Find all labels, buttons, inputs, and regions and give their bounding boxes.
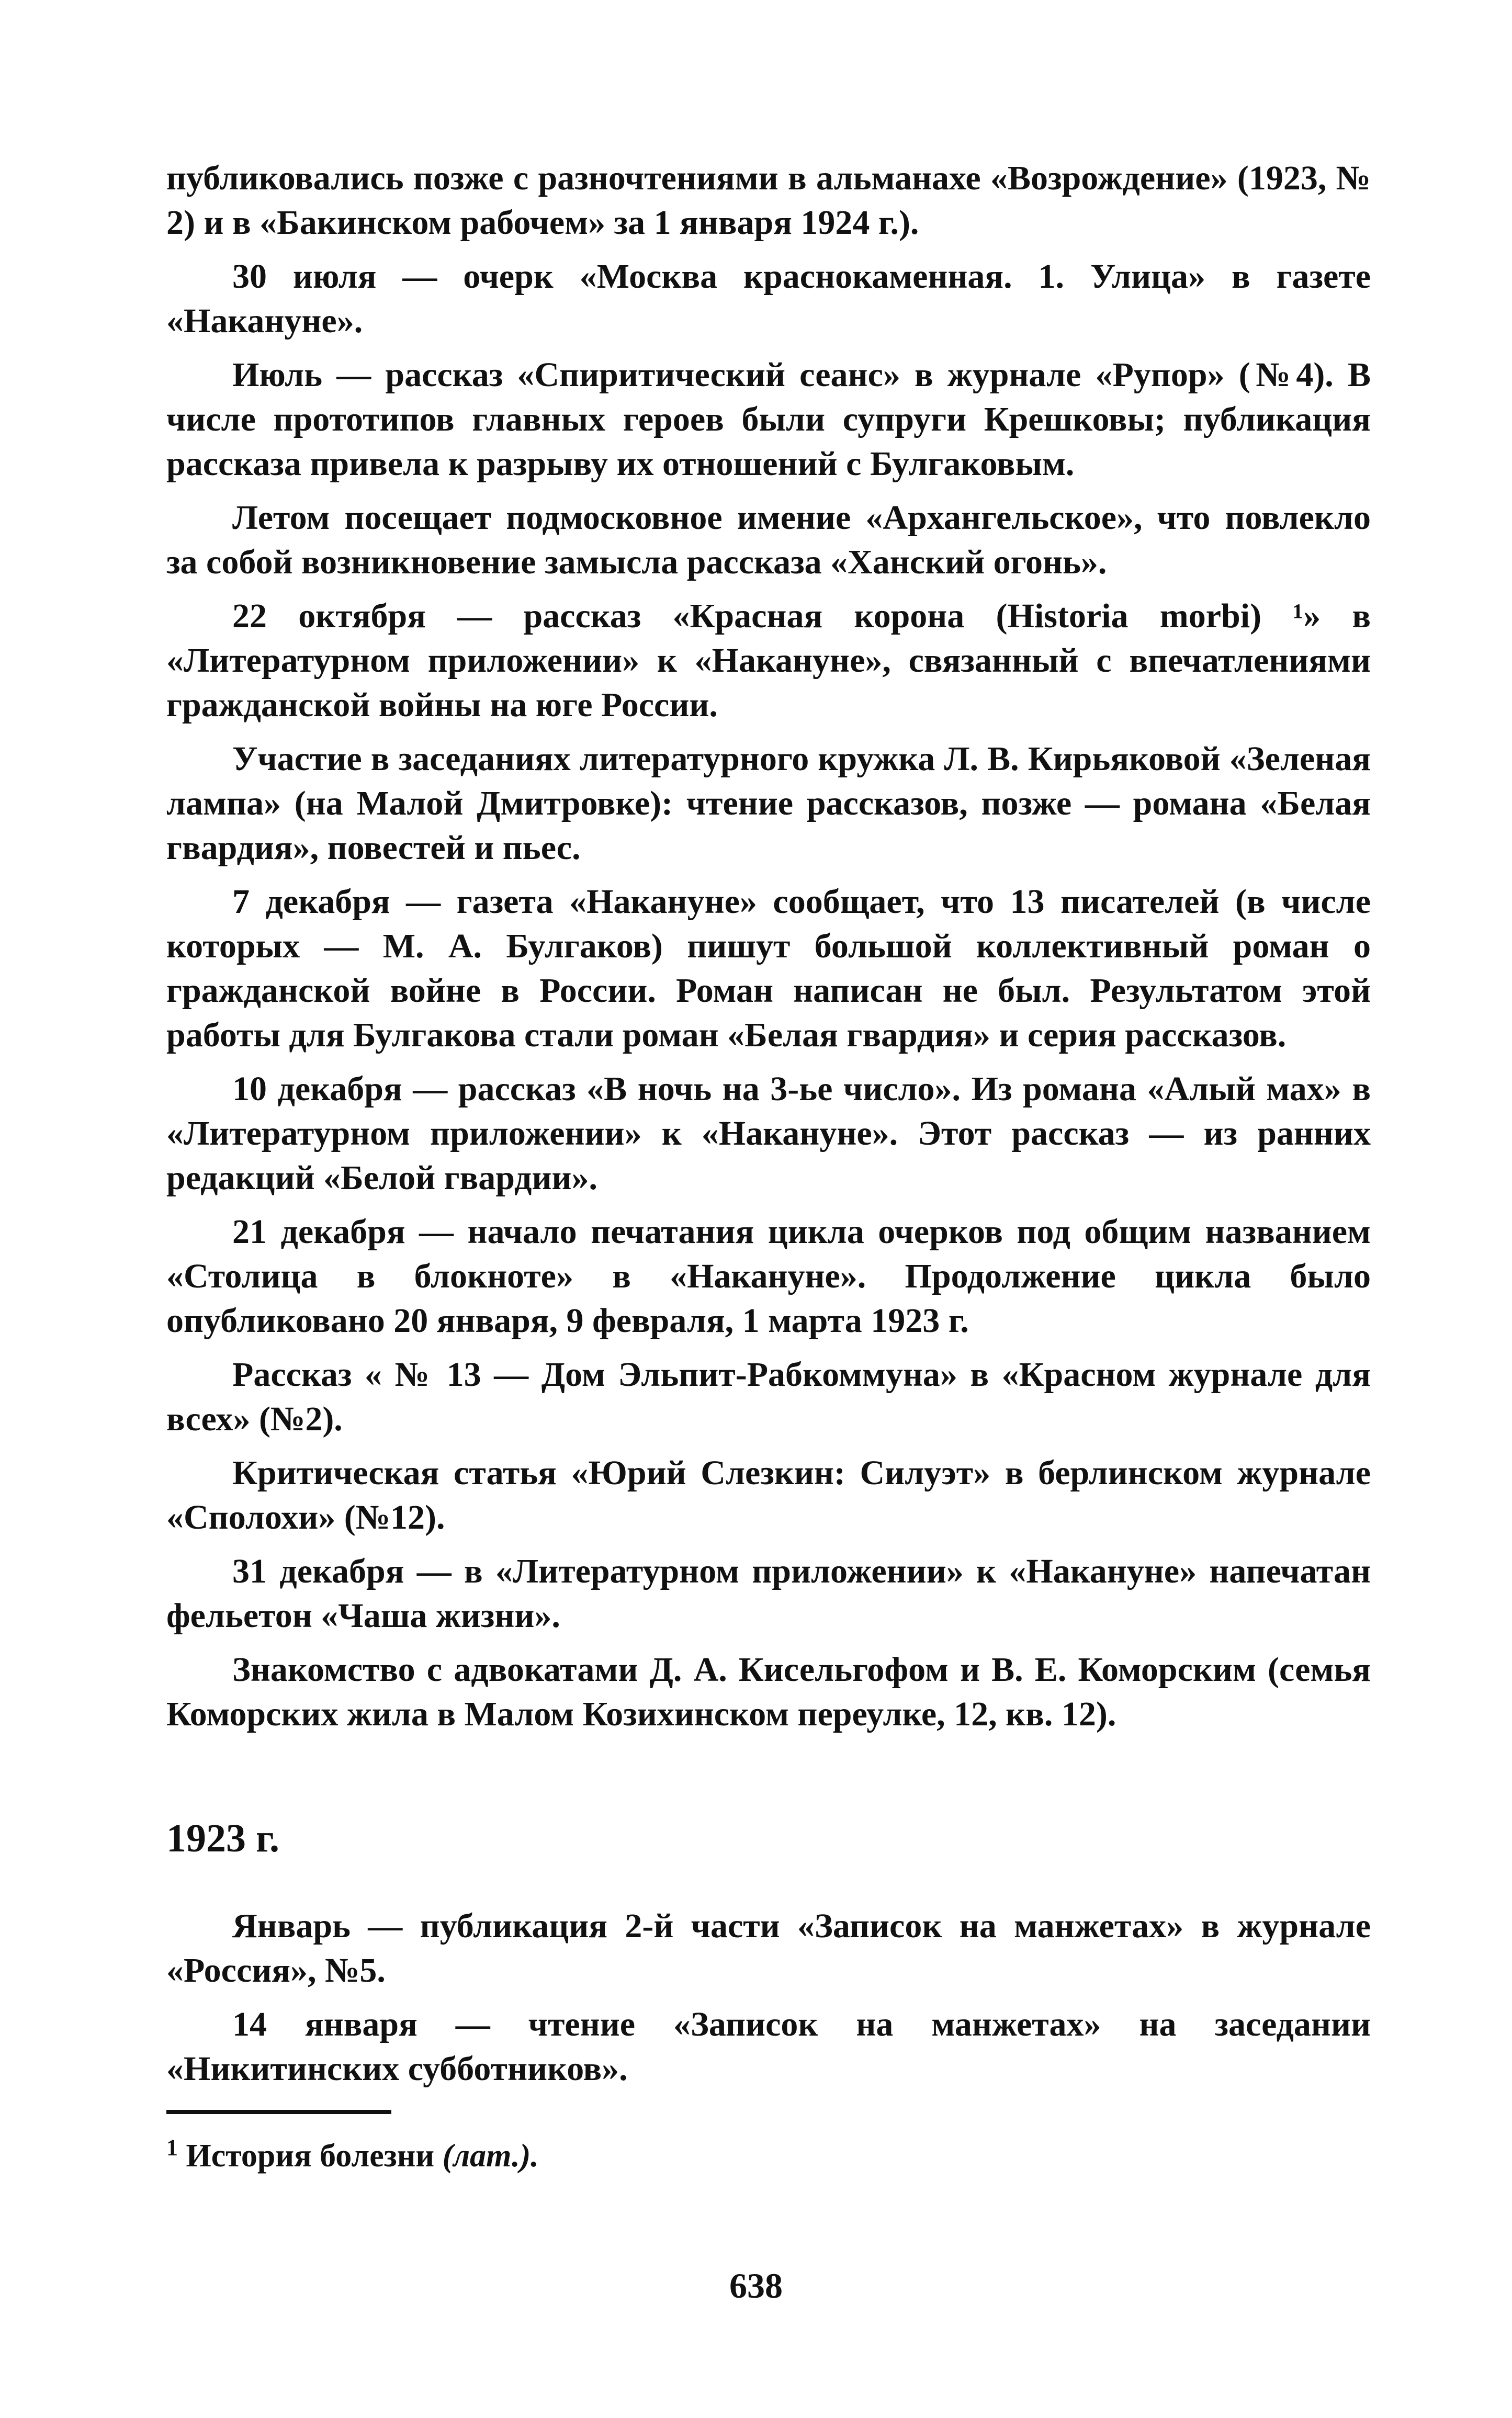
paragraph: 31 декабря — в «Литературном приложении» к «Накануне» напечатан фельетон «Чаша жизни». — [166, 1552, 1371, 1635]
paragraph: Летом посещает подмосковное имение «Архангельское», что повлекло за собой возникновение замысла рассказа «Ханский огонь». — [166, 499, 1371, 581]
paragraph: Рассказ « № 13 — Дом Эльпит-Рабкоммуна» в «Красном журнале для всех» (№2). — [166, 1355, 1371, 1438]
footnote-text: История болезни — [186, 2138, 435, 2174]
paragraph: 21 декабря — начало печатания цикла очерков под общим названием «Столица в блокноте» в «Накануне». Продолжение цикла было опубликовано 20 января, 9 февраля, 1 марта 1923 г. — [166, 1213, 1371, 1340]
page-number: 638 — [729, 2266, 783, 2306]
footnote-language: (лат.). — [442, 2138, 539, 2174]
paragraph: Июль — рассказ «Спиритический сеанс» в журнале «Рупор» (№4). В числе прототипов главных героев были супруги Крешковы; публикация рассказа привела к разрыву их отношений с Булгаковым. — [166, 356, 1371, 483]
paragraph: 30 июля — очерк «Москва краснокаменная. 1. Улица» в газете «Накануне». — [166, 257, 1371, 340]
paragraph: 7 декабря — газета «Накануне» сообщает, что 13 писателей (в числе которых — М. А. Булгаков) пишут большой коллективный роман о гражданской войне в России. Роман написан не был. Результатом этой работы для Булгакова стали роман «Белая гвардия» и серия рассказов. — [166, 883, 1371, 1054]
page-body — [166, 156, 1371, 2177]
paragraph: Участие в заседаниях литературного кружка Л. В. Кирьяковой «Зеленая лампа» (на Малой Дмитровке): чтение рассказов, позже — романа «Белая гвардия», повестей и пьес. — [166, 740, 1371, 867]
year-heading: 1923 г. — [166, 1816, 279, 1860]
paragraph: Критическая статья «Юрий Слезкин: Силуэт» в берлинском журнале «Сполохи» (№12). — [166, 1454, 1371, 1536]
footnote-marker: 1 — [166, 2134, 178, 2161]
footnote — [166, 2135, 1371, 2177]
paragraph: публиковались позже с разночтениями в альманахе «Возрождение» (1923, № 2) и в «Бакинском рабочем» за 1 января 1924 г.). — [166, 159, 1371, 242]
paragraph: Знакомство с адвокатами Д. А. Кисельгофом и В. Е. Коморским (семья Коморских жила в Малом Козихинском переулке, 12, кв. 12). — [166, 1651, 1371, 1733]
paragraph: 14 января — чтение «Записок на манжетах» на заседании «Никитинских субботников». — [166, 2005, 1371, 2088]
paragraph: 10 декабря — рассказ «В ночь на 3-ье число». Из романа «Алый мах» в «Литературном приложении» к «Накануне». Этот рассказ — из ранних редакций «Белой гвардии». — [166, 1070, 1371, 1197]
footnote-divider — [166, 2110, 391, 2114]
paragraph: 22 октября — рассказ «Красная корона (Historia morbi) ¹» в «Литературном приложении» к «Накануне», связанный с впечатлениями гражданской войны на юге России. — [166, 597, 1371, 724]
paragraph: Январь — публикация 2-й части «Записок на манжетах» в журнале «Россия», №5. — [166, 1907, 1371, 1990]
